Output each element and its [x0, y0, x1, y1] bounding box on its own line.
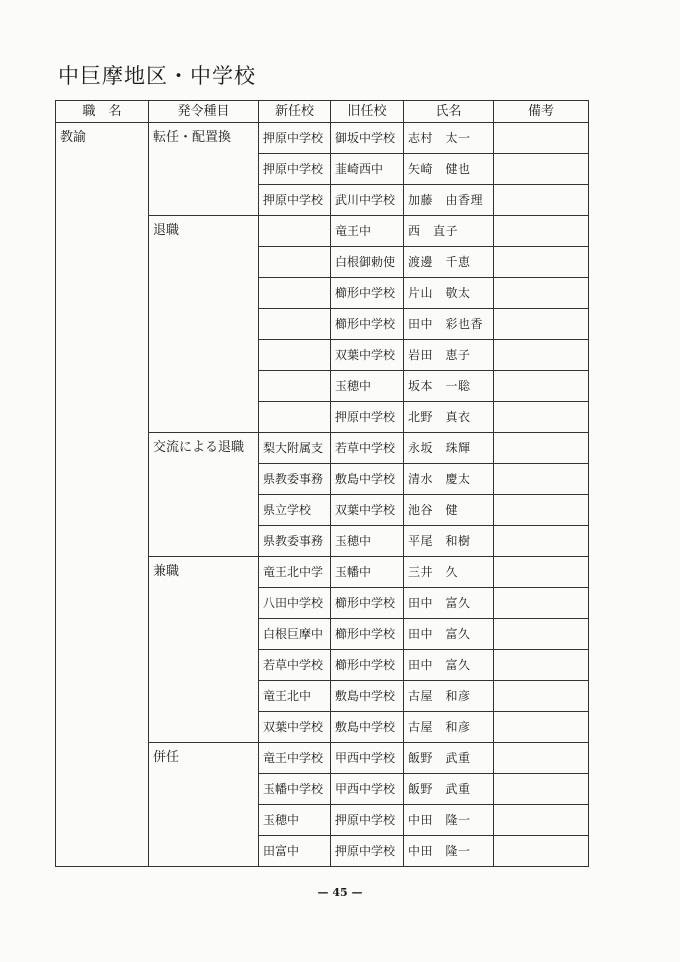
- new-school-cell: [259, 371, 331, 402]
- name-cell: 飯野 武重: [404, 774, 494, 805]
- old-school-cell: 押原中学校: [331, 805, 404, 836]
- remarks-cell: [494, 247, 589, 278]
- remarks-cell: [494, 185, 589, 216]
- remarks-cell: [494, 402, 589, 433]
- old-school-cell: 敷島中学校: [331, 464, 404, 495]
- header-old-school: 旧任校: [331, 101, 404, 123]
- old-school-cell: 櫛形中学校: [331, 309, 404, 340]
- new-school-cell: 双葉中学校: [259, 712, 331, 743]
- old-school-cell: 櫛形中学校: [331, 619, 404, 650]
- remarks-cell: [494, 433, 589, 464]
- name-cell: 田中 富久: [404, 650, 494, 681]
- remarks-cell: [494, 650, 589, 681]
- new-school-cell: 田富中: [259, 836, 331, 867]
- new-school-cell: 梨大附属支: [259, 433, 331, 464]
- table-body: [56, 123, 589, 867]
- table-header-row: [56, 101, 589, 123]
- name-cell: 田中 富久: [404, 588, 494, 619]
- header-name: 氏名: [404, 101, 494, 123]
- remarks-cell: [494, 123, 589, 154]
- remarks-cell: [494, 805, 589, 836]
- new-school-cell: [259, 402, 331, 433]
- name-cell: 平尾 和樹: [404, 526, 494, 557]
- name-cell: 古屋 和彦: [404, 712, 494, 743]
- table-row: [56, 123, 589, 154]
- old-school-cell: 双葉中学校: [331, 340, 404, 371]
- new-school-cell: 県教委事務: [259, 526, 331, 557]
- new-school-cell: 押原中学校: [259, 154, 331, 185]
- new-school-cell: 竜王北中学: [259, 557, 331, 588]
- appointment-type-cell: 交流による退職: [149, 433, 259, 557]
- new-school-cell: [259, 340, 331, 371]
- old-school-cell: 押原中学校: [331, 402, 404, 433]
- remarks-cell: [494, 340, 589, 371]
- remarks-cell: [494, 774, 589, 805]
- old-school-cell: 押原中学校: [331, 836, 404, 867]
- old-school-cell: 韮崎西中: [331, 154, 404, 185]
- remarks-cell: [494, 526, 589, 557]
- name-cell: 田中 彩也香: [404, 309, 494, 340]
- old-school-cell: 櫛形中学校: [331, 278, 404, 309]
- old-school-cell: 甲西中学校: [331, 774, 404, 805]
- name-cell: 三井 久: [404, 557, 494, 588]
- new-school-cell: 白根巨摩中: [259, 619, 331, 650]
- appointment-type-cell: 兼職: [149, 557, 259, 743]
- old-school-cell: 若草中学校: [331, 433, 404, 464]
- appointment-type-cell: 転任・配置換: [149, 123, 259, 216]
- old-school-cell: 白根御勅使: [331, 247, 404, 278]
- old-school-cell: 櫛形中学校: [331, 650, 404, 681]
- name-cell: 西 直子: [404, 216, 494, 247]
- old-school-cell: 双葉中学校: [331, 495, 404, 526]
- new-school-cell: [259, 216, 331, 247]
- new-school-cell: 竜王中学校: [259, 743, 331, 774]
- old-school-cell: 御坂中学校: [331, 123, 404, 154]
- new-school-cell: 県教委事務: [259, 464, 331, 495]
- old-school-cell: 竜王中: [331, 216, 404, 247]
- old-school-cell: 敷島中学校: [331, 712, 404, 743]
- name-cell: 志村 太一: [404, 123, 494, 154]
- new-school-cell: 押原中学校: [259, 123, 331, 154]
- remarks-cell: [494, 278, 589, 309]
- name-cell: 古屋 和彦: [404, 681, 494, 712]
- new-school-cell: 玉幡中学校: [259, 774, 331, 805]
- remarks-cell: [494, 588, 589, 619]
- remarks-cell: [494, 557, 589, 588]
- remarks-cell: [494, 743, 589, 774]
- name-cell: 坂本 一聡: [404, 371, 494, 402]
- old-school-cell: 敷島中学校: [331, 681, 404, 712]
- remarks-cell: [494, 712, 589, 743]
- new-school-cell: 玉穂中: [259, 805, 331, 836]
- header-remarks: 備考: [494, 101, 589, 123]
- name-cell: 加藤 由香理: [404, 185, 494, 216]
- name-cell: 中田 隆一: [404, 836, 494, 867]
- name-cell: 飯野 武重: [404, 743, 494, 774]
- new-school-cell: 竜王北中: [259, 681, 331, 712]
- old-school-cell: 玉幡中: [331, 557, 404, 588]
- header-new-school: 新任校: [259, 101, 331, 123]
- remarks-cell: [494, 464, 589, 495]
- name-cell: 北野 真衣: [404, 402, 494, 433]
- remarks-cell: [494, 681, 589, 712]
- new-school-cell: 県立学校: [259, 495, 331, 526]
- page-number: — 45 —: [317, 886, 363, 899]
- header-appointment-type: 発令種目: [149, 101, 259, 123]
- new-school-cell: 押原中学校: [259, 185, 331, 216]
- old-school-cell: 甲西中学校: [331, 743, 404, 774]
- personnel-table: [55, 100, 589, 867]
- old-school-cell: 玉穂中: [331, 371, 404, 402]
- new-school-cell: [259, 247, 331, 278]
- name-cell: 岩田 恵子: [404, 340, 494, 371]
- old-school-cell: 玉穂中: [331, 526, 404, 557]
- old-school-cell: 櫛形中学校: [331, 588, 404, 619]
- remarks-cell: [494, 495, 589, 526]
- remarks-cell: [494, 619, 589, 650]
- name-cell: 永坂 珠輝: [404, 433, 494, 464]
- name-cell: 片山 敬太: [404, 278, 494, 309]
- new-school-cell: 八田中学校: [259, 588, 331, 619]
- name-cell: 矢崎 健也: [404, 154, 494, 185]
- appointment-type-cell: 退職: [149, 216, 259, 433]
- name-cell: 田中 富久: [404, 619, 494, 650]
- remarks-cell: [494, 309, 589, 340]
- remarks-cell: [494, 371, 589, 402]
- name-cell: 池谷 健: [404, 495, 494, 526]
- remarks-cell: [494, 154, 589, 185]
- new-school-cell: [259, 309, 331, 340]
- remarks-cell: [494, 216, 589, 247]
- appointment-type-cell: 併任: [149, 743, 259, 867]
- old-school-cell: 武川中学校: [331, 185, 404, 216]
- name-cell: 清水 慶太: [404, 464, 494, 495]
- name-cell: 渡邊 千恵: [404, 247, 494, 278]
- new-school-cell: [259, 278, 331, 309]
- page-title: 中巨摩地区・中学校: [58, 64, 256, 88]
- header-job-title: 職 名: [56, 101, 149, 123]
- remarks-cell: [494, 836, 589, 867]
- new-school-cell: 若草中学校: [259, 650, 331, 681]
- job-title-cell: 教諭: [56, 123, 149, 867]
- name-cell: 中田 隆一: [404, 805, 494, 836]
